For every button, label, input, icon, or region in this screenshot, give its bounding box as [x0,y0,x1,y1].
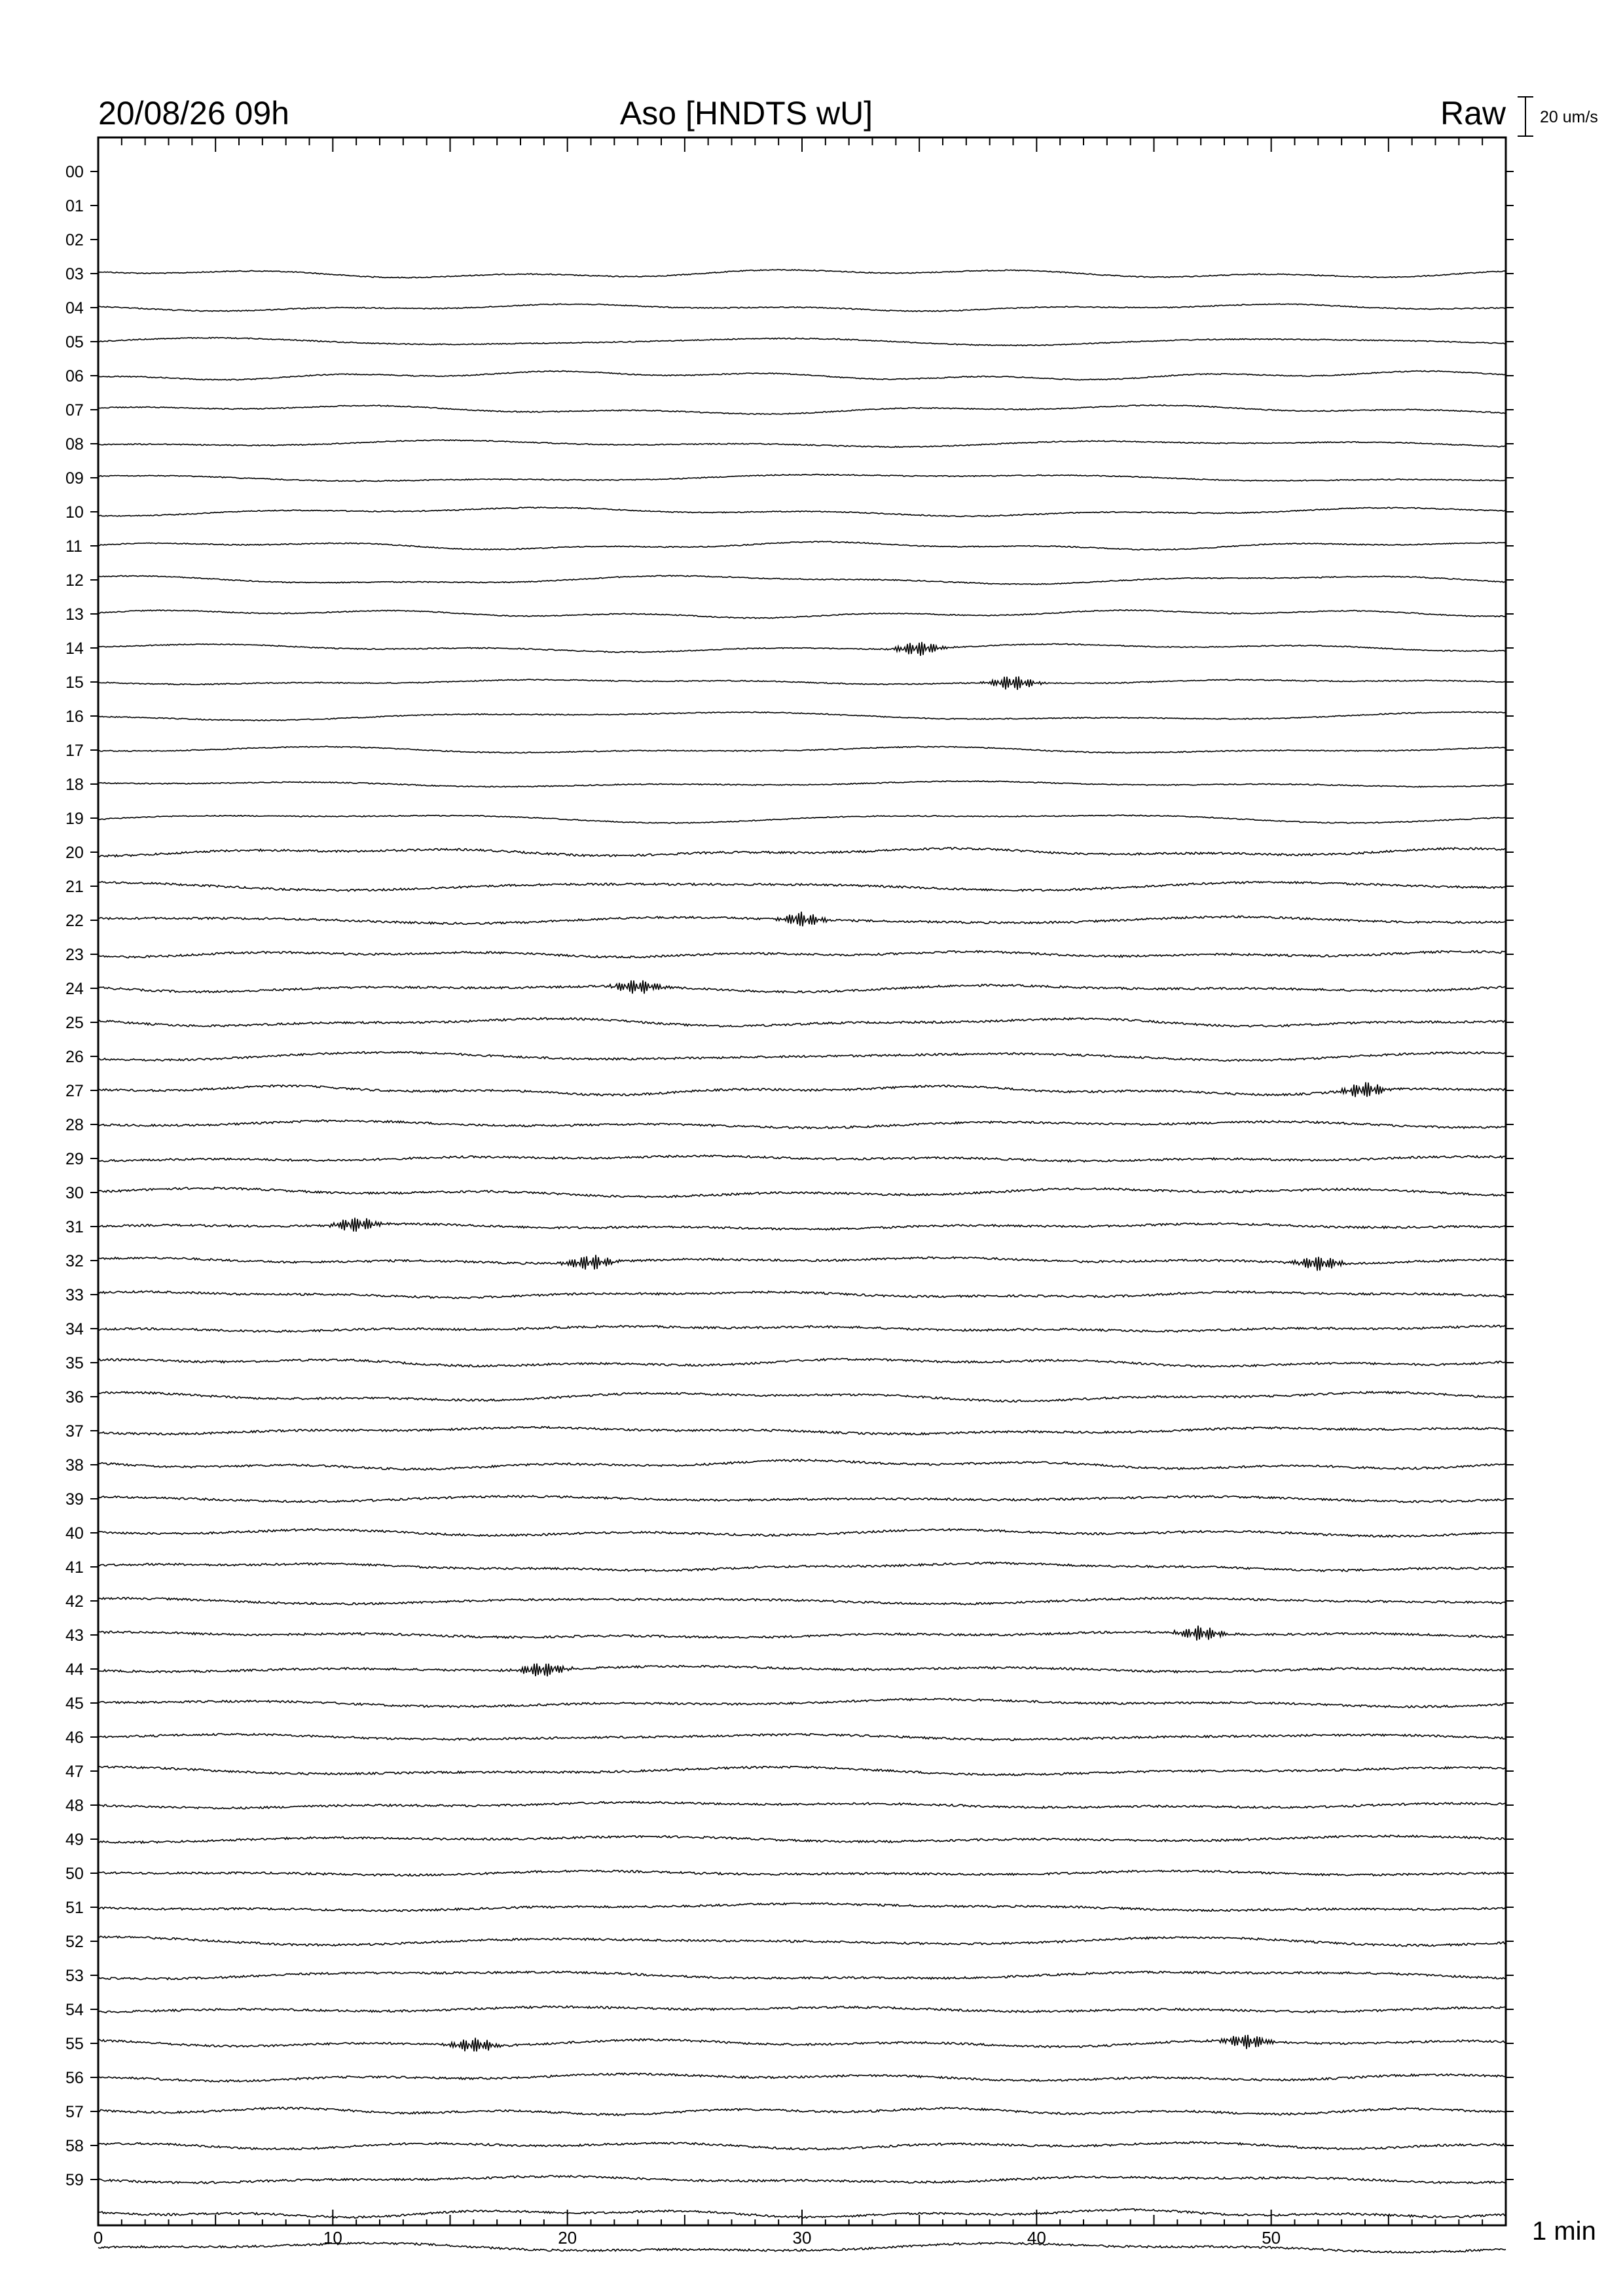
row-label: 19 [65,810,84,828]
trace-row [98,2006,1506,2013]
row-label: 59 [65,2171,84,2189]
trace-row [98,642,1506,656]
row-label: 39 [65,1490,84,1509]
row-label: 25 [65,1014,84,1032]
row-label: 49 [65,1831,84,1849]
row-label: 00 [65,163,84,181]
trace-row [98,1496,1506,1503]
trace-row [98,848,1506,857]
row-label: 24 [65,980,84,998]
trace-row [98,781,1506,787]
row-label: 47 [65,1763,84,1781]
row-label: 55 [65,2035,84,2053]
trace-row [98,2142,1506,2150]
trace-row [98,304,1506,312]
trace-row [98,610,1506,619]
trace-row [98,1598,1506,1605]
trace-row [98,1427,1506,1435]
row-label: 15 [65,673,84,692]
amplitude-scale-bar [1518,97,1533,136]
trace-row [98,1120,1506,1128]
trace-row [98,475,1506,482]
row-label: 14 [65,639,84,658]
trace-row [98,2073,1506,2082]
time-unit-label: 1 min [1532,2217,1596,2246]
row-label: 50 [65,1865,84,1883]
row-label: 11 [65,537,82,556]
trace-row [98,1155,1506,1162]
trace-row [98,1936,1506,1946]
x-tick-label: 50 [1262,2228,1281,2248]
row-label: 09 [65,469,84,488]
row-label: 17 [65,742,84,760]
trace-row [98,338,1506,346]
trace-row [98,912,1506,927]
trace-row [98,1529,1506,1537]
row-label: 03 [65,265,84,283]
row-label: 42 [65,1592,84,1611]
row-label: 12 [65,571,84,590]
row-label: 13 [65,605,84,624]
trace-row [98,1971,1506,1980]
row-ticks [90,171,1514,2179]
row-label: 35 [65,1354,84,1372]
row-label: 18 [65,776,84,794]
row-label: 41 [65,1558,84,1577]
amplitude-scale-label: 20 um/s [1540,108,1598,126]
row-label: 33 [65,1286,84,1304]
trace-row [98,746,1506,753]
row-label: 34 [65,1320,84,1338]
row-label: 51 [65,1899,84,1917]
trace-row [98,370,1506,380]
trace-row [98,2035,1506,2051]
x-tick-label: 30 [792,2228,812,2248]
trace-row [98,1626,1506,1641]
trace-row [98,1255,1506,1270]
trace-row [98,541,1506,550]
trace-row [98,1562,1506,1571]
trace-row [98,1766,1506,1776]
plot-frame [98,137,1506,2225]
filter-mode-label: Raw [1440,95,1506,132]
trace-row [98,1218,1506,1232]
row-label: 36 [65,1388,84,1407]
station-title: Aso [HNDTS wU] [619,95,873,132]
trace-row [98,1325,1506,1333]
trace-row [98,1801,1506,1808]
row-label: 22 [65,912,84,930]
row-label: 46 [65,1729,84,1747]
row-label: 38 [65,1456,84,1475]
row-label: 05 [65,333,84,351]
row-label: 08 [65,435,84,454]
row-label: 27 [65,1082,84,1100]
trace-row [98,1835,1506,1843]
trace-row [98,1291,1506,1299]
trace-row [98,2176,1506,2183]
row-label: 23 [65,946,84,964]
trace-row [98,1734,1506,1741]
row-label: 45 [65,1695,84,1713]
x-tick-label: 0 [93,2228,103,2248]
trace-row [98,1698,1506,1708]
row-label: 58 [65,2137,84,2155]
trace-row [98,815,1506,823]
trace-row [98,1664,1506,1677]
trace-row [98,980,1506,994]
row-label: 43 [65,1626,84,1645]
row-label: 31 [65,1218,84,1236]
seismic-traces [98,270,1506,2253]
row-label: 44 [65,1660,84,1679]
trace-row [98,1187,1506,1198]
row-label: 37 [65,1422,84,1441]
row-label: 26 [65,1048,84,1066]
trace-row [98,440,1506,448]
trace-row [98,507,1506,517]
row-label: 28 [65,1116,84,1134]
trace-row [98,2107,1506,2115]
trace-row [98,1083,1506,1098]
trace-row [98,712,1506,721]
row-label: 48 [65,1797,84,1815]
row-label: 57 [65,2103,84,2121]
x-tick-label: 40 [1027,2228,1046,2248]
row-label: 16 [65,708,84,726]
trace-row [98,1018,1506,1027]
row-label: 04 [65,299,84,317]
x-tick-label: 20 [558,2228,577,2248]
row-label: 10 [65,503,84,522]
row-label: 21 [65,878,84,896]
row-label: 52 [65,1933,84,1951]
datetime-label: 20/08/26 09h [98,95,289,132]
trace-row [98,1052,1506,1062]
row-labels [65,163,84,2189]
trace-row [98,677,1506,691]
trace-row [98,1391,1506,1402]
row-label: 54 [65,2001,84,2019]
row-label: 53 [65,1967,84,1985]
row-label: 40 [65,1524,84,1543]
row-label: 32 [65,1252,84,1270]
trace-row [98,951,1506,958]
trace-row [98,270,1506,278]
row-label: 06 [65,367,84,386]
top-minute-ticks [122,137,1482,152]
trace-row [98,1870,1506,1876]
row-label: 30 [65,1184,84,1202]
row-label: 02 [65,231,84,249]
trace-row [98,1358,1506,1367]
row-label: 07 [65,401,84,420]
trace-row [98,882,1506,891]
trace-row [98,575,1506,584]
row-label: 01 [65,197,84,215]
trace-row [98,1460,1506,1470]
row-label: 29 [65,1150,84,1168]
row-label: 56 [65,2069,84,2087]
trace-row [98,405,1506,415]
x-tick-label: 10 [323,2228,342,2248]
row-label: 20 [65,844,84,862]
trace-row [98,1903,1506,1911]
